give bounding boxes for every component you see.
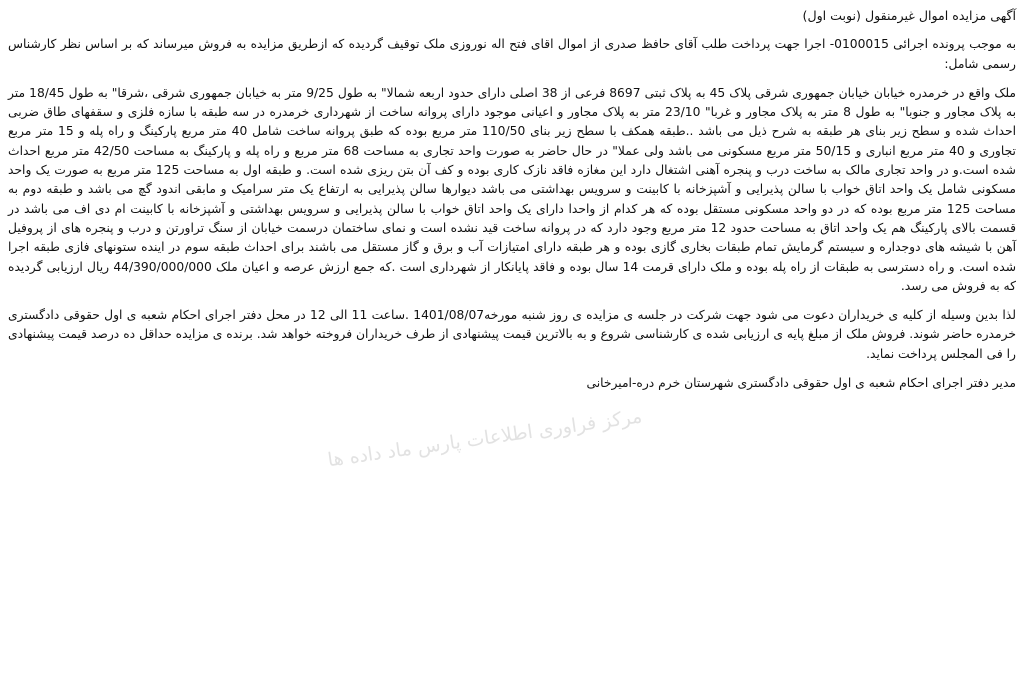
notice-title: آگهی مزایده اموال غیرمنقول (نوبت اول)	[802, 8, 1016, 23]
notice-intro: به موجب پرونده اجرائی 0100015- اجرا جهت پرداخت طلب آقای حافظ صدری از اموال اقای فتح اله نوروزی ملک توقیف گردیده که ازطریق مزایده به فروش میرساند که بر اساس نظر کارشناس رسمی شامل:	[8, 37, 1016, 71]
auction-notice	[8, 6, 1016, 393]
property-description: ملک واقع در خرمدره خیابان خیابان جمهوری شرقی پلاک 45 به پلاک ثبتی 8697 فرعی از 38 اصلی دارای حدود اربعه شمالا" به طول 9/25 متر به خیابان جمهوری شرقی ،شرقا" به طول 18/45 متر به پلاک مجاور و جنوبا" به طول 8 متر به پلاک مجاور و غربا" 23/10 متر به پلاک مجاور و اعیانی موجود دارای پروانه ساخت از شهرداری خرمدره در سه طبقه با سازه فلزی و سقفهای طاق ضربی احداث شده و سطح زیر بنای هر طبقه به شرح ذیل می باشد ..طبقه همکف با سطح زیر بنای 110/50 متر مربع بوده که طبق پروانه ساخت شامل 40 متر مربع پارکینگ و راه پله و 15 متر مربع تجاوری و 40 متر مربع انباری و 50/15 متر مربع مسکونی می باشد ولی عملا" در حال حاضر به صورت واحد تجاری به مساحت 68 متر مربع و راه پله و پارکینگ به مساحت 42/50 متر مربع احداث شده است.و در واحد تجاری مالک به ساخت درب و پنجره آهنی اشتغال دارد این مغازه فاقد نازک کاری بوده و کف آن بتن ریزی شده است. و طبقه اول به مساحت 125 متر مربع به صورت یک واحد مسکونی شامل یک واحد اتاق خواب با سالن پذیرایی و آشپزخانه با کابینت و سرویس بهداشتی می باشد دیوارها سالن پذیرایی به ارتفاع یک متر سرامیک و مابقی اندود گچ می باشد و طبقه دوم به مساحت 125 متر مربع بوده که در دو واحد مسکونی مستقل بوده که هر کدام از واحدا دارای یک واحد اتاق خواب با سالن پذیرایی و سرویس بهداشتی و آشپزخانه با کابینت ام دی اف می باشد در قسمت بالای پارکینگ هم یک واحد اتاق به مساحت حدود 12 متر مربع وجود دارد که در پروانه ساخت قید نشده است و نمای ساختمان درسمت خیابان از سنگ تراورتن و درب و پنجره های از پروفیل آهن با شیشه های دوجداره و سیستم گرمایش تمام طبقات بخاری گازی بوده و هر طبقه دارای امتیازات آب و برق و گاز مستقل می باشند برای احداث طبقه سوم در اینده ستونهای فازی طبقه اجرا شده است. و راه دسترسی به طبقات از راه پله بوده و ملک دارای قرمت 14 سال بوده و فاقد پایانکار از شهرداری است .که جمع ارزش عرصه و اعیان ملک 44/390/000/000 ریال ارزیابی گردیده که به فروش می رسد.	[8, 85, 1017, 293]
watermark-text: مرکز فراوری اطلاعات پارس ماد داده ها	[326, 405, 644, 472]
auction-details: لذا بدین وسیله از کلیه ی خریداران دعوت می شود جهت شرکت در جلسه ی مزایده ی روز شنبه مورخه1401/08/07 .ساعت 11 الی 12 در محل دفتر اجرای احکام شعبه ی اول حقوقی دادگستری خرمدره حاضر شوند. فروش ملک از مبلغ پایه ی ارزیابی شده ی کارشناسی شروع و به بالاترین قیمت پیشنهادی از طرف خریداران فروخته خواهد شد. برنده ی مزایده حداقل ده درصد قیمت پیشنهادی را فی المجلس پرداخت نماید.	[8, 308, 1016, 361]
watermark	[255, 389, 726, 562]
signature-line: مدیر دفتر اجرای احکام شعبه ی اول حقوقی دادگستری شهرستان خرم دره-امیرخانی	[586, 376, 1016, 391]
